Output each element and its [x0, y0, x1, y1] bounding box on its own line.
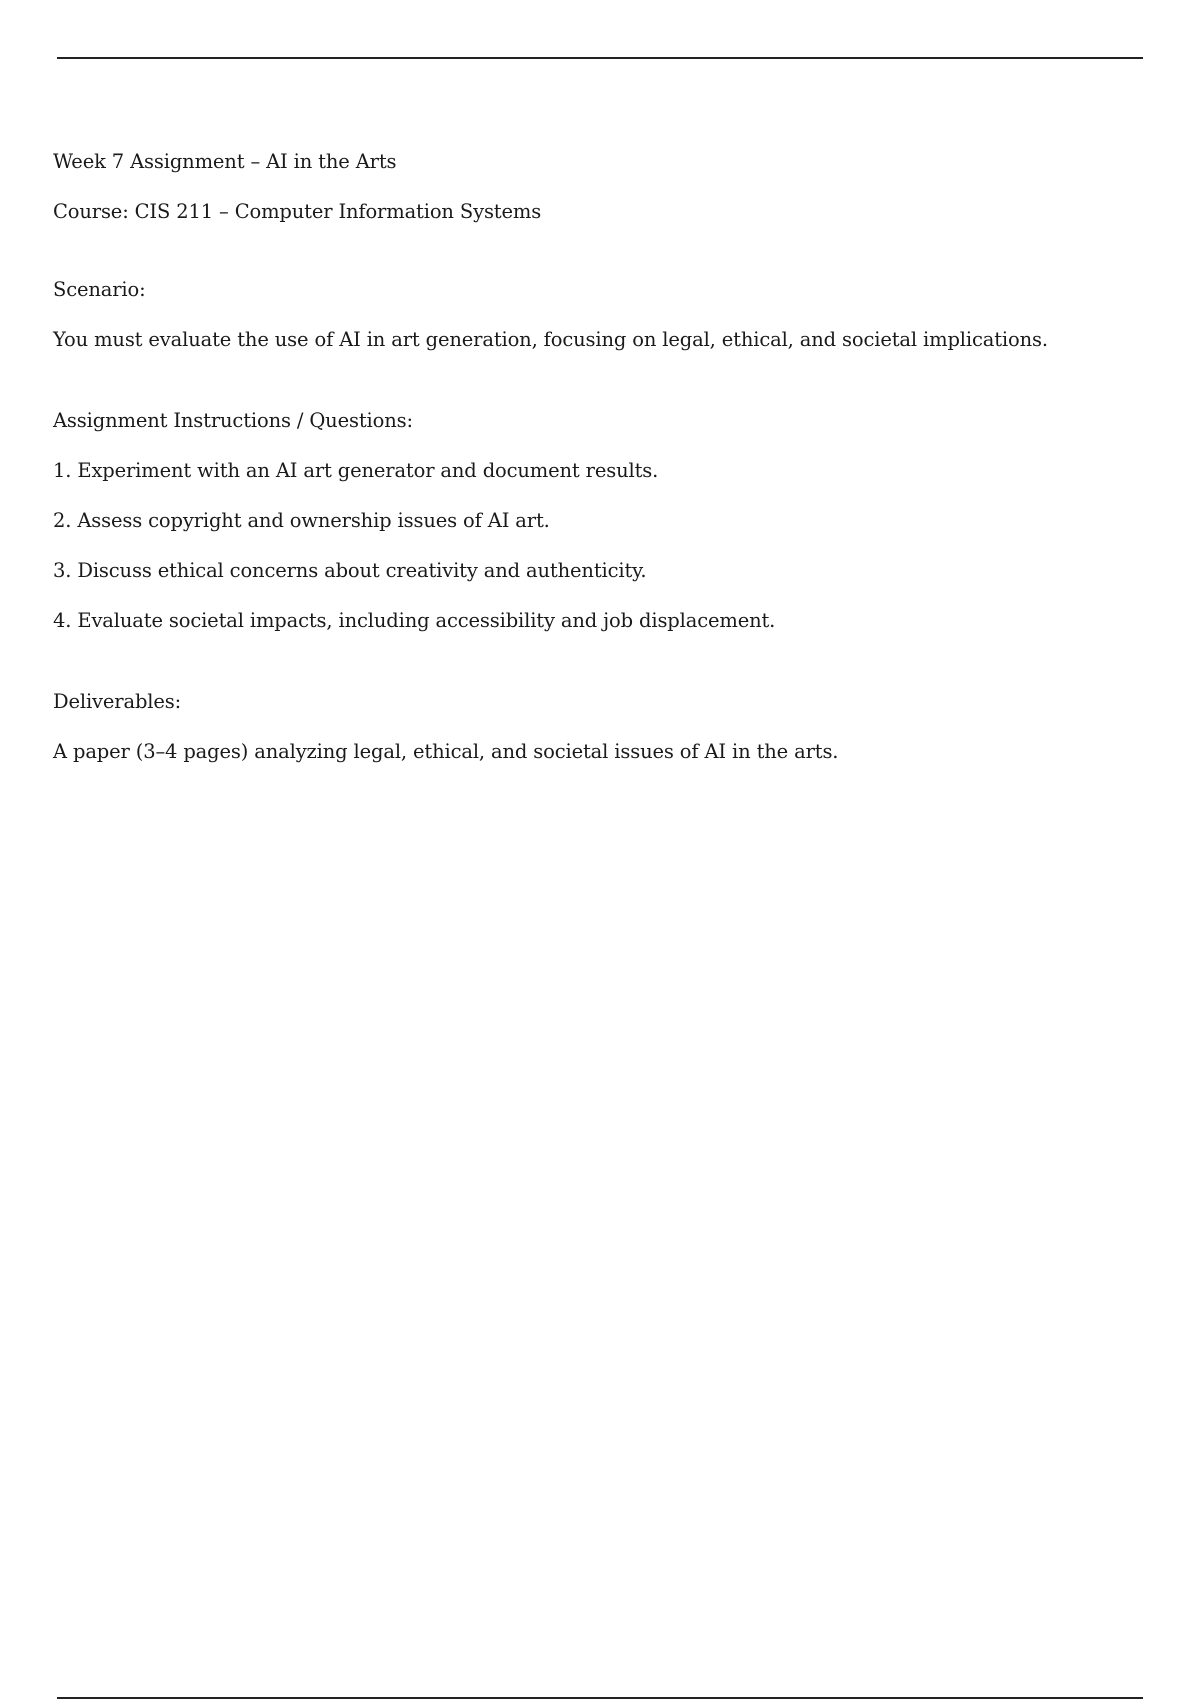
top-rule [57, 57, 1143, 59]
question-list [53, 459, 1143, 633]
question-item: 1. Experiment with an AI art generator and document results. [53, 459, 659, 482]
deliverables-text: A paper (3–4 pages) analyzing legal, ethical, and societal issues of AI in the arts. [53, 740, 839, 763]
course-line: Course: CIS 211 – Computer Information Systems [53, 200, 542, 223]
scenario-heading: Scenario: [53, 278, 146, 301]
scenario-text: You must evaluate the use of AI in art generation, focusing on legal, ethical, and societal implications. [53, 328, 1048, 351]
instructions-heading: Assignment Instructions / Questions: [53, 409, 413, 432]
question-item: 2. Assess copyright and ownership issues of AI art. [53, 509, 550, 532]
bottom-rule [57, 1697, 1143, 1699]
question-item: 3. Discuss ethical concerns about creativity and authenticity. [53, 559, 647, 582]
document-body [53, 150, 1143, 764]
question-item: 4. Evaluate societal impacts, including accessibility and job displacement. [53, 609, 776, 632]
document-title: Week 7 Assignment – AI in the Arts [53, 150, 397, 173]
deliverables-heading: Deliverables: [53, 690, 182, 713]
